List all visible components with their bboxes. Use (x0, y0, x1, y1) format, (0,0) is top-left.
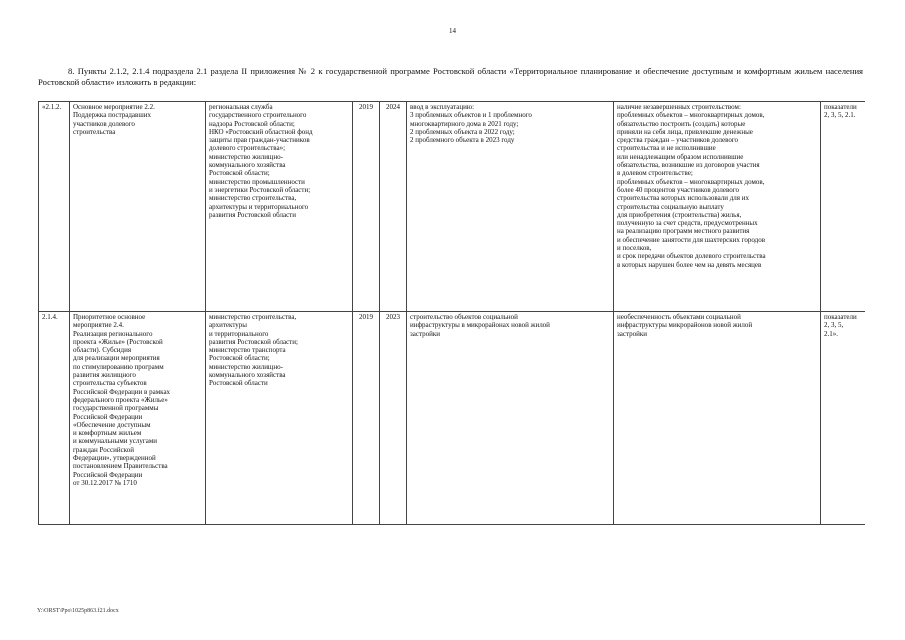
cell-text-line: Приоритетное основное (73, 313, 146, 321)
cell-text-line: многоквартирного дома в 2021 году; (410, 119, 519, 128)
cell-text-line: министерство строительства, (209, 313, 297, 321)
cell-text-line: Ростовской области; (209, 354, 270, 363)
cell-text-line: и коммунальными услугами (73, 437, 157, 446)
cell-text-line: Ростовской области (209, 379, 268, 388)
cell-text-line: строительства которых использовали для их (617, 194, 750, 203)
consequences-cell (614, 102, 821, 312)
cell-text-line: показатели (824, 103, 857, 111)
cell-text-line: наличие незавершенных строительством: (617, 103, 741, 111)
cell-text-line: федерального проекта «Жилье» (73, 395, 168, 404)
cell-text-line: 3 проблемных объектов и 1 проблемного (410, 111, 532, 120)
cell-text-line: строительства (73, 127, 116, 136)
executor-cell (206, 312, 353, 525)
cell-text-line: министерство промышленности (209, 177, 305, 186)
page-number: 14 (449, 27, 456, 35)
cell-text-line: защиты прав граждан-участников (209, 136, 310, 145)
cell-text-line: застройки (410, 329, 441, 338)
cell-text-line: проблемных объектов – многоквартирных домов, (617, 177, 765, 186)
cell-text-line: строительства и не исполнившие (617, 144, 716, 153)
cell-text-line: строительства социальную выплату (617, 202, 724, 211)
cell-text-line: приняли на себя лица, привлекшие денежные (617, 127, 753, 136)
cell-text-line: Российской Федерации в рамках (73, 387, 171, 396)
cell-text-line: архитектуры (209, 321, 247, 330)
cell-text-line: необеспеченность объектами социальной (617, 313, 741, 321)
cell-text-line: и обеспечение занятости для шахтерских городов (617, 235, 766, 244)
row-number-cell: 2.1.4. (39, 312, 70, 525)
cell-text-line: Основное мероприятие 2.2. (73, 103, 155, 111)
cell-text-line: коммунального хозяйства (209, 371, 286, 380)
end-year-cell: 2023 (380, 312, 407, 525)
cell-text-line: и энергетики Ростовской области; (209, 185, 311, 194)
cell-text-line: средства граждан – участников долевого (617, 136, 739, 145)
cell-text-line: проблемных объектов – многоквартирных домов, (617, 111, 765, 120)
table-row (39, 312, 865, 525)
cell-text-line: «Обеспечение доступным (73, 420, 151, 429)
cell-text-line: НКО «Ростовский областной фонд (209, 127, 313, 136)
cell-text-line: надзора Ростовской области; (209, 119, 295, 128)
activity-name-cell (70, 312, 206, 525)
cell-text-line: Поддержка пострадавших (73, 111, 151, 120)
activity-name-cell (70, 102, 206, 312)
start-year-cell: 2019 (353, 102, 380, 312)
cell-text-line: ввод в эксплуатацию: (410, 103, 475, 111)
end-year-cell: 2024 (380, 102, 407, 312)
cell-text-line: развития жилищного (73, 371, 136, 380)
cell-text-line: полученную за счет средств, предусмотренных (617, 219, 758, 228)
cell-text-line: Российской Федерации (73, 412, 143, 421)
indicators-cell (821, 102, 865, 312)
cell-text-line: или ненадлежащим образом исполнившие (617, 152, 744, 161)
cell-text-line: архитектуры и территориального (209, 202, 309, 211)
cell-text-line: инфраструктуры в микрорайонах новой жилой (410, 321, 550, 330)
cell-text-line: обязательство построить (создать) которые (617, 119, 746, 128)
cell-text-line: министерство строительства, (209, 194, 297, 203)
start-year-cell: 2019 (353, 312, 380, 525)
cell-text-line: 2 проблемного объекта в 2023 году (410, 136, 515, 145)
cell-text-line: проекта «Жилье» (Ростовской (73, 337, 163, 346)
cell-text-line: министерство транспорта (209, 346, 286, 355)
cell-text-line: региональная служба (209, 103, 273, 111)
intro-paragraph: 8. Пункты 2.1.2, 2.1.4 подраздела 2.1 раздела II приложения № 2 к государственной программе Ростовской области «Территориальное планирование и обеспечение доступным и комфортным жильем населения Ростовской области» изложить в редакции: (38, 66, 863, 87)
executor-cell (206, 102, 353, 312)
cell-text-line: 2.1». (824, 329, 838, 338)
cell-text-line: застройки (617, 329, 648, 338)
cell-text-line: от 30.12.2017 № 1710 (73, 478, 137, 487)
cell-text-line: более 40 процентов участников долевого (617, 185, 739, 194)
cell-text-line: развития Ростовской области (209, 210, 296, 219)
cell-text-line: мероприятие 2.4. (73, 321, 124, 330)
cell-text-line: в которых нарушен более чем на девять месяцев (617, 260, 762, 269)
cell-text-line: коммунального хозяйства (209, 161, 286, 170)
cell-text-line: и поселков, (617, 244, 652, 253)
row-number-cell: «2.1.2. (39, 102, 70, 312)
cell-text-line: развития Ростовской области; (209, 337, 298, 346)
cell-text-line: государственной программы (73, 404, 159, 413)
cell-text-line: обязательства, возникшие из договоров участия (617, 161, 760, 170)
cell-text-line: 2 проблемных объекта в 2022 году; (410, 127, 515, 136)
cell-text-line: долевого строительства»; (209, 144, 286, 153)
consequences-cell (614, 312, 821, 525)
cell-text-line: инфраструктуры микрорайонов новой жилой (617, 321, 753, 330)
cell-text-line: строительство объектов социальной (410, 313, 518, 321)
cell-text-line: на реализацию программ местного развития (617, 227, 750, 236)
cell-text-line: Федерации», утвержденной (73, 454, 156, 463)
cell-text-line: 2, 3, 5, 2.1. (824, 111, 856, 120)
cell-text-line: для реализации мероприятия (73, 354, 160, 363)
expected-result-cell (407, 102, 614, 312)
cell-text-line: постановлением Правительства (73, 462, 168, 471)
cell-text-line: участников долевого (73, 119, 135, 128)
cell-text-line: и комфортным жильем (73, 429, 142, 438)
cell-text-line: государственного строительного (209, 111, 307, 120)
cell-text-line: Реализация регионального (73, 329, 153, 338)
cell-text-line: министерство жилищно- (209, 362, 283, 371)
expected-result-cell (407, 312, 614, 525)
file-path-footer: Y:\ORST\Ppo\1025p863.f21.docx (37, 608, 119, 614)
cell-text-line: Ростовской области; (209, 169, 270, 178)
cell-text-line: граждан Российской (73, 445, 134, 454)
cell-text-line: области). Субсидия (73, 346, 132, 355)
cell-text-line: показатели (824, 313, 857, 321)
program-table (38, 101, 865, 525)
cell-text-line: строительства субъектов (73, 379, 147, 388)
cell-text-line: 2, 3, 5, (824, 321, 844, 330)
cell-text-line: в долевом строительстве; (617, 169, 693, 178)
indicators-cell (821, 312, 865, 525)
cell-text-line: по стимулированию программ (73, 362, 164, 371)
cell-text-line: и территориального (209, 329, 269, 338)
cell-text-line: и срок передачи объектов долевого строительства (617, 252, 766, 261)
table-row (39, 102, 865, 312)
cell-text-line: Российской Федерации (73, 470, 143, 479)
cell-text-line: для приобретения (строительства) жилья, (617, 210, 742, 219)
cell-text-line: министерство жилищно- (209, 152, 283, 161)
